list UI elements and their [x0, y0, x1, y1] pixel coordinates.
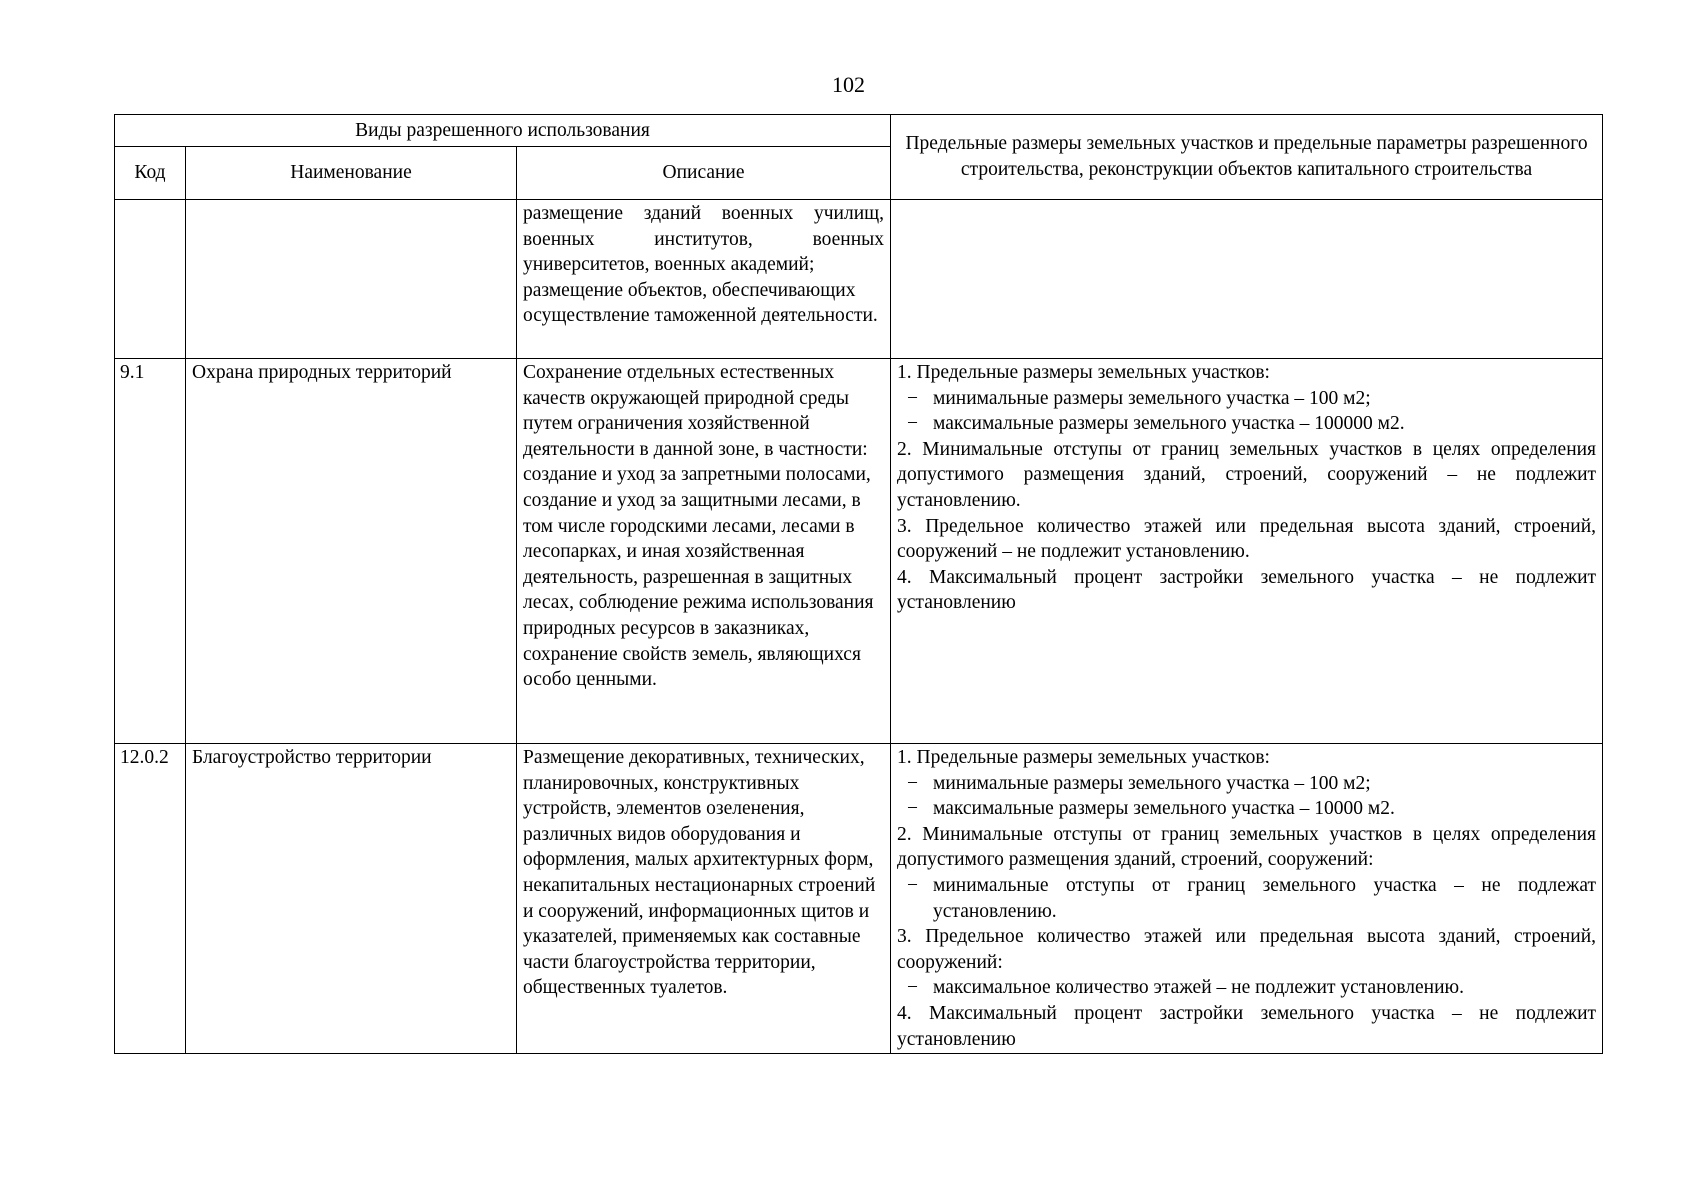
description-text: размещение объектов, обеспечивающих осуществление таможенной деятельности. [523, 279, 878, 327]
param-subitem-text: минимальные размеры земельного участка – 100 м2; [933, 387, 1371, 409]
param-item: 4. Максимальный процент застройки земельного участка – не подлежит установлению [897, 566, 1597, 614]
params-cell [891, 744, 1603, 1054]
description-cell [517, 200, 891, 359]
params-header: Предельные размеры земельных участков и предельные параметры разрешенного строительства, реконструкции объектов капитального строительства [891, 115, 1603, 200]
param-item: 2. Минимальные отступы от границ земельных участков в целях определения допустимого размещения зданий, строений, сооружений: [897, 823, 1597, 871]
description-header: Описание [517, 147, 891, 200]
description-cell [517, 359, 891, 744]
dash-marker: − [907, 413, 919, 435]
code-cell: 9.1 [115, 359, 186, 744]
code-cell [115, 200, 186, 359]
land-use-table [114, 114, 1603, 1054]
param-subitem [897, 873, 1596, 924]
group-header: Виды разрешенного использования [115, 115, 891, 147]
table-row [115, 359, 1603, 744]
name-cell [186, 200, 517, 359]
param-subitem-text: максимальные размеры земельного участка – 100000 м2. [933, 413, 1405, 435]
description-text: размещение зданий военных училищ, военных институтов, военных университетов, военных академий; [523, 203, 885, 276]
param-subitem-text: максимальные размеры земельного участка – 10000 м2. [933, 798, 1395, 820]
param-subitem [897, 771, 1596, 797]
param-item: 1. Предельные размеры земельных участков: [897, 747, 1270, 768]
param-item: 4. Максимальный процент застройки земельного участка – не подлежит установлению [897, 1002, 1597, 1050]
name-header: Наименование [186, 147, 517, 200]
params-cell [891, 359, 1603, 744]
description-text: Размещение декоративных, технических, планировочных, конструктивных устройств, элементов озеленения, различных видов оборудования и оформления, малых архитектурных форм, некапитальных нестационарных строений и сооружений, информационных щитов и указателей, применяемых как составные части благоустройства территории, общественных туалетов. [523, 747, 876, 999]
name-cell: Охрана природных территорий [186, 359, 517, 744]
description-cell [517, 744, 891, 1054]
params-cell [891, 200, 1603, 359]
dash-marker: − [907, 874, 919, 896]
param-item: 2. Минимальные отступы от границ земельных участков в целях определения допустимого размещения зданий, строений, сооружений – не подлежит установлению. [897, 438, 1597, 511]
param-subitem [897, 411, 1596, 437]
param-subitem [897, 975, 1596, 1001]
param-subitem-text: минимальные размеры земельного участка – 100 м2; [933, 772, 1371, 794]
code-cell: 12.0.2 [115, 744, 186, 1054]
table-row [115, 744, 1603, 1054]
param-item: 3. Предельное количество этажей или предельная высота зданий, строений, сооружений: [897, 926, 1597, 973]
table-row [115, 200, 1603, 359]
dash-marker: − [907, 772, 919, 794]
param-item: 3. Предельное количество этажей или предельная высота зданий, строений, сооружений – не подлежит установлению. [897, 515, 1597, 563]
param-item: 1. Предельные размеры земельных участков: [897, 362, 1270, 383]
param-subitem-text: минимальные отступы от границ земельного участка – не подлежат установлению. [933, 874, 1597, 922]
param-subitem-text: максимальное количество этажей – не подлежит установлению. [933, 977, 1464, 999]
dash-marker: − [907, 977, 919, 999]
code-header: Код [115, 147, 186, 200]
page-number: 102 [832, 72, 865, 97]
description-text: Сохранение отдельных естественных качеств окружающей природной среды путем ограничения хозяйственной деятельности в данной зоне, в частности: создание и уход за запретными полосами, создание и уход за защитными лесами, в том числе городскими лесами, лесами в лесопарках, и иная хозяйственная деятельность, разрешенная в защитных лесах, соблюдение режима использования природных ресурсов в заказниках, сохранение свойств земель, являющихся особо ценными. [523, 362, 874, 691]
param-subitem [897, 386, 1596, 412]
param-subitem [897, 796, 1596, 822]
dash-marker: − [907, 798, 919, 820]
name-cell: Благоустройство территории [186, 744, 517, 1054]
dash-marker: − [907, 387, 919, 409]
